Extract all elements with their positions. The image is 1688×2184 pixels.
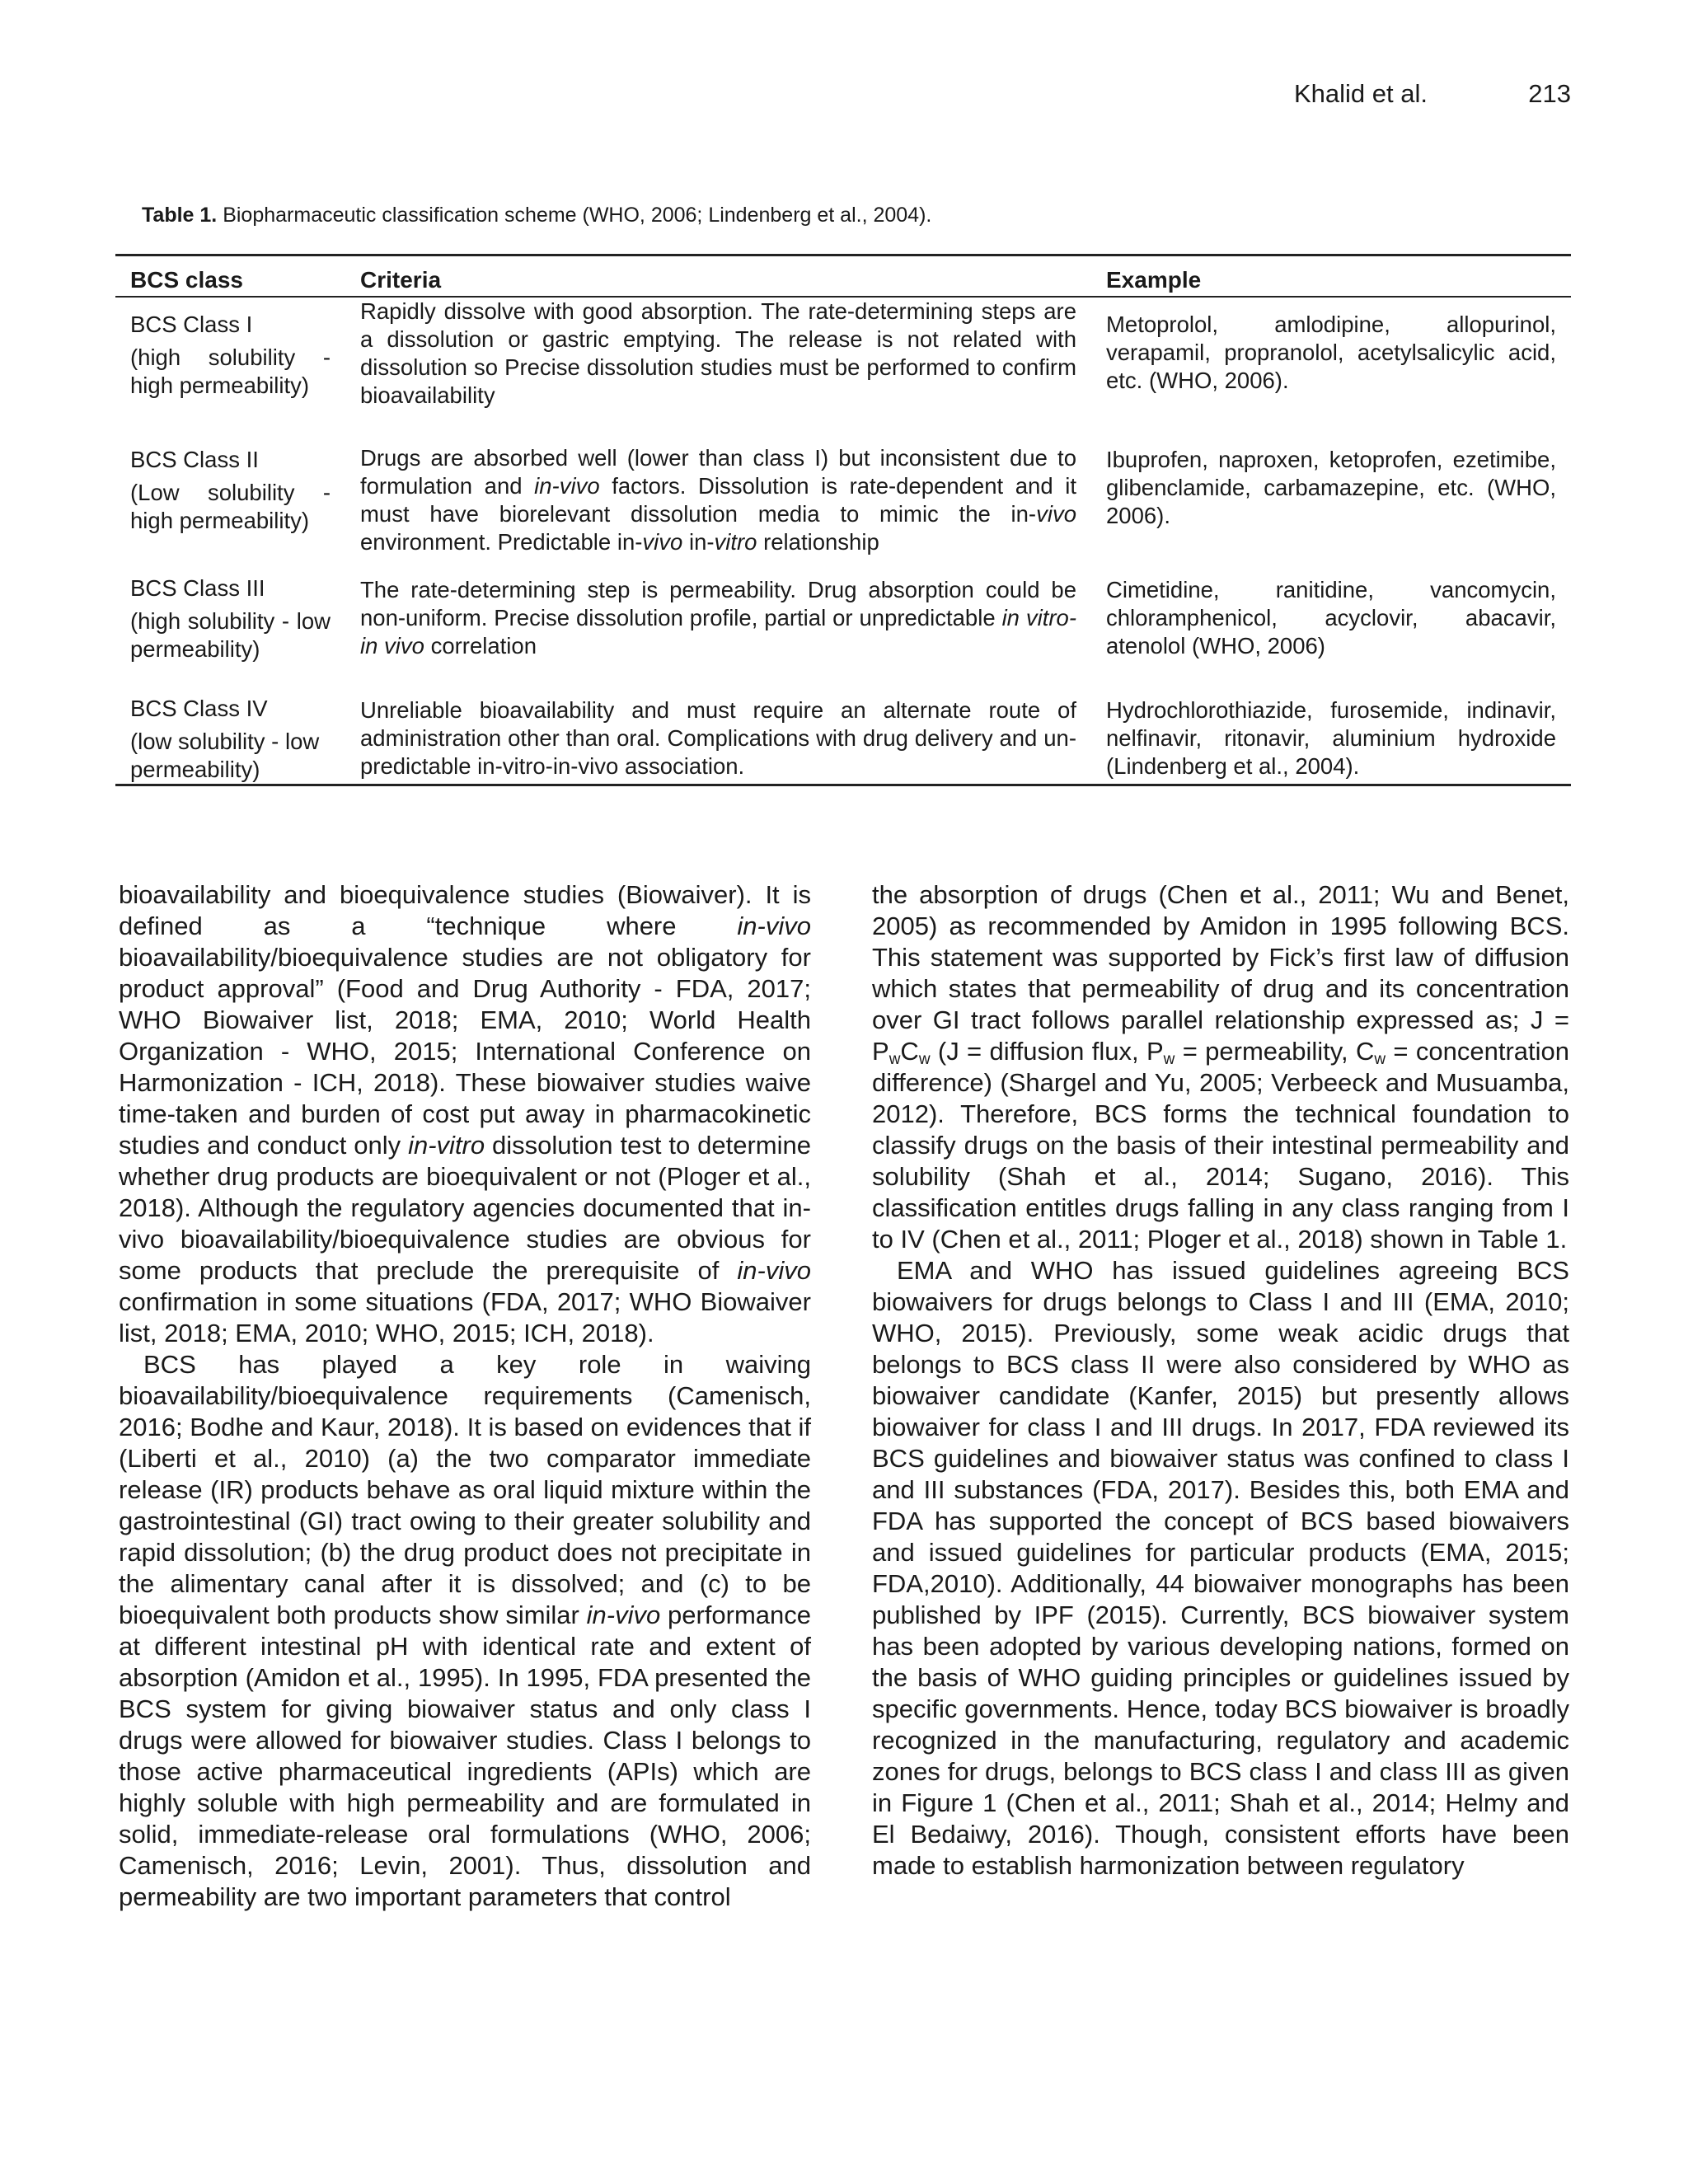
running-head-author: Khalid et al. <box>1294 79 1428 108</box>
criteria-cell <box>345 297 1091 433</box>
class-name: BCS Class IV <box>130 696 268 721</box>
body-column-right <box>872 879 1569 1882</box>
table-caption-text: Biopharmaceutic classification scheme (WHO, 2006; Lindenberg et al., 2004). <box>217 204 932 227</box>
column-header-example: Example <box>1091 255 1571 298</box>
page-number: 213 <box>1528 79 1571 108</box>
body-paragraph: the absorption of drugs (Chen et al., 2011; Wu and Benet, 2005) as recommended by Amidon in 1995 following BCS. This statement was supported by Fick’s first law of diffusion which states that permeability of drug and its concentration over GI tract follows parallel relationship expressed as; $J = P_wC_w$ (J = diffusion flux, $P_w$ = permeability, $C_w$ = concentration difference) (Shargel and Yu, 2005; Verbeeck and Musuamba, 2012). Therefore, BCS forms the technical foundation to classify drugs on the basis of their intestinal permeability and solubility (Shah et al., 2014; Sugano, 2016). This classification entitles drugs falling in any class ranging from I to IV (Chen et al., 2011; Ploger et al., 2018) shown in Table 1. <box>872 880 1569 1254</box>
criteria-cell <box>345 561 1091 682</box>
class-description: (high solubility - high permeability) <box>130 344 331 398</box>
body-paragraph: EMA and WHO has issued guidelines agreeing BCS biowaivers for drugs belongs to Class I and III (EMA, 2010; WHO, 2015). Previously, some weak acidic drugs that belongs to BCS class II were also considered by WHO as biowaiver candidate (Kanfer, 2015) but presently allows biowaiver for class I and III drugs. In 2017, FDA reviewed its BCS guidelines and biowaiver status was confined to class I and III substances (FDA, 2017). Besides this, both EMA and FDA has supported the concept of BCS based biowaivers and issued guidelines for particular products (EMA, 2015; FDA,2010). Additionally, 44 biowaiver monographs has been published by IPF (2015). Currently, BCS biowaiver system has been adopted by various developing nations, formed on the basis of WHO guiding principles or guidelines issued by specific governments. Hence, today BCS biowaiver is broadly recognized in the manufacturing, regulatory and academic zones for drugs, belongs to BCS class I and class III as given in Figure 1 (Chen et al., 2011; Shah et al., 2014; Helmy and El Bedaiwy, 2016). Though, consistent efforts have been made to establish harmonization between regulatory <box>872 1256 1569 1880</box>
class-cell <box>115 682 345 785</box>
class-description: (low solubility - low permeability) <box>130 729 320 782</box>
table-row <box>115 682 1571 785</box>
table-caption-label: Table 1. <box>142 204 218 227</box>
example-text: Ibuprofen, naproxen, ketoprofen, ezetimibe, glibenclamide, carbamazepine, etc. (WHO, 2006). <box>1106 447 1556 528</box>
class-name: BCS Class III <box>130 575 265 601</box>
body-column-left <box>119 879 811 1913</box>
body-paragraph: BCS has played a key role in waiving bioavailability/bioequivalence requirements (Camenisch, 2016; Bodhe and Kaur, 2018). It is based on evidences that if (Liberti et al., 2010) (a) the two comparator immediate release (IR) products behave as oral liquid mixture within the gastrointestinal (GI) tract owing to their greater solubility and rapid dissolution; (b) the drug product does not precipitate in the alimentary canal after it is dissolved; and (c) to be bioequivalent both products show similar in-vivo performance at different intestinal pH with identical rate and extent of absorption (Amidon et al., 1995). In 1995, FDA presented the BCS system for giving biowaiver status and only class I drugs were allowed for biowaiver studies. Class I belongs to those active pharmaceutical ingredients (APIs) which are highly soluble with high permeability and are formulated in solid, immediate-release oral formulations (WHO, 2006; Camenisch, 2016; Levin, 2001). Thus, dissolution and permeability are two important parameters that control <box>119 1350 811 1911</box>
table-row <box>115 561 1571 682</box>
column-header-bcs-class: BCS class <box>115 255 345 298</box>
class-description: (Low solubility - high permeability) <box>130 480 331 533</box>
example-text: Hydrochlorothiazide, furosemide, indinavir, nelfinavir, ritonavir, aluminium hydroxide (Lindenberg et al., 2004). <box>1106 697 1556 779</box>
example-cell <box>1091 682 1571 785</box>
example-cell <box>1091 297 1571 433</box>
table-row <box>115 297 1571 433</box>
class-name: BCS Class I <box>130 312 253 337</box>
criteria-text: Rapidly dissolve with good absorption. The rate-determining steps are a dissolution or gastric emptying. The release is not related with dissolution so Precise dissolution studies must be performed to confirm bioavailability <box>360 298 1076 408</box>
bcs-table <box>115 254 1571 786</box>
criteria-text: The rate-determining step is permeability. Drug absorption could be non-uniform. Precise dissolution profile, partial or unpredictable in vitro-in vivo correlation <box>360 577 1077 658</box>
criteria-cell <box>345 682 1091 785</box>
class-description: (high solubility - low permeability) <box>130 608 331 662</box>
running-head <box>1294 79 1571 115</box>
table-row <box>115 433 1571 561</box>
table-header-row <box>115 255 1571 298</box>
body-paragraph: bioavailability and bioequivalence studies (Biowaiver). It is defined as a “technique where in-vivo bioavailability/bioequivalence studies are not obligatory for product approval” (Food and Drug Authority - FDA, 2017; WHO Biowaiver list, 2018; EMA, 2010; World Health Organization - WHO, 2015; International Conference on Harmonization - ICH, 2018). These biowaiver studies waive time-taken and burden of cost put away in pharmacokinetic studies and conduct only in-vitro dissolution test to determine whether drug products are bioequivalent or not (Ploger et al., 2018). Although the regulatory agencies documented that in-vivo bioavailability/bioequivalence studies are obvious for some products that preclude the prerequisite of in-vivo confirmation in some situations (FDA, 2017; WHO Biowaiver list, 2018; EMA, 2010; WHO, 2015; ICH, 2018). <box>119 880 811 1347</box>
class-name: BCS Class II <box>130 447 259 472</box>
criteria-text: Unreliable bioavailability and must require an alternate route of administration other than oral. Complications with drug delivery and un-predictable in-vitro-in-vivo association. <box>360 697 1076 779</box>
table-caption <box>142 204 931 227</box>
criteria-cell <box>345 433 1091 561</box>
example-cell <box>1091 561 1571 682</box>
example-cell <box>1091 433 1571 561</box>
criteria-text: Drugs are absorbed well (lower than class I) but inconsistent due to formulation and in-vivo factors. Dissolution is rate-dependent and it must have biorelevant dissolution media to mimic the in-vivo environment. Predictable in-vivo in-vitro relationship <box>360 445 1077 555</box>
example-text: Cimetidine, ranitidine, vancomycin, chloramphenicol, acyclovir, abacavir, atenolol (WHO, 2006) <box>1106 577 1556 658</box>
class-cell <box>115 297 345 433</box>
class-cell <box>115 433 345 561</box>
column-header-criteria: Criteria <box>345 255 1091 298</box>
class-cell <box>115 561 345 682</box>
example-text: Metoprolol, amlodipine, allopurinol, verapamil, propranolol, acetylsalicylic acid, etc. (WHO, 2006). <box>1106 312 1556 393</box>
